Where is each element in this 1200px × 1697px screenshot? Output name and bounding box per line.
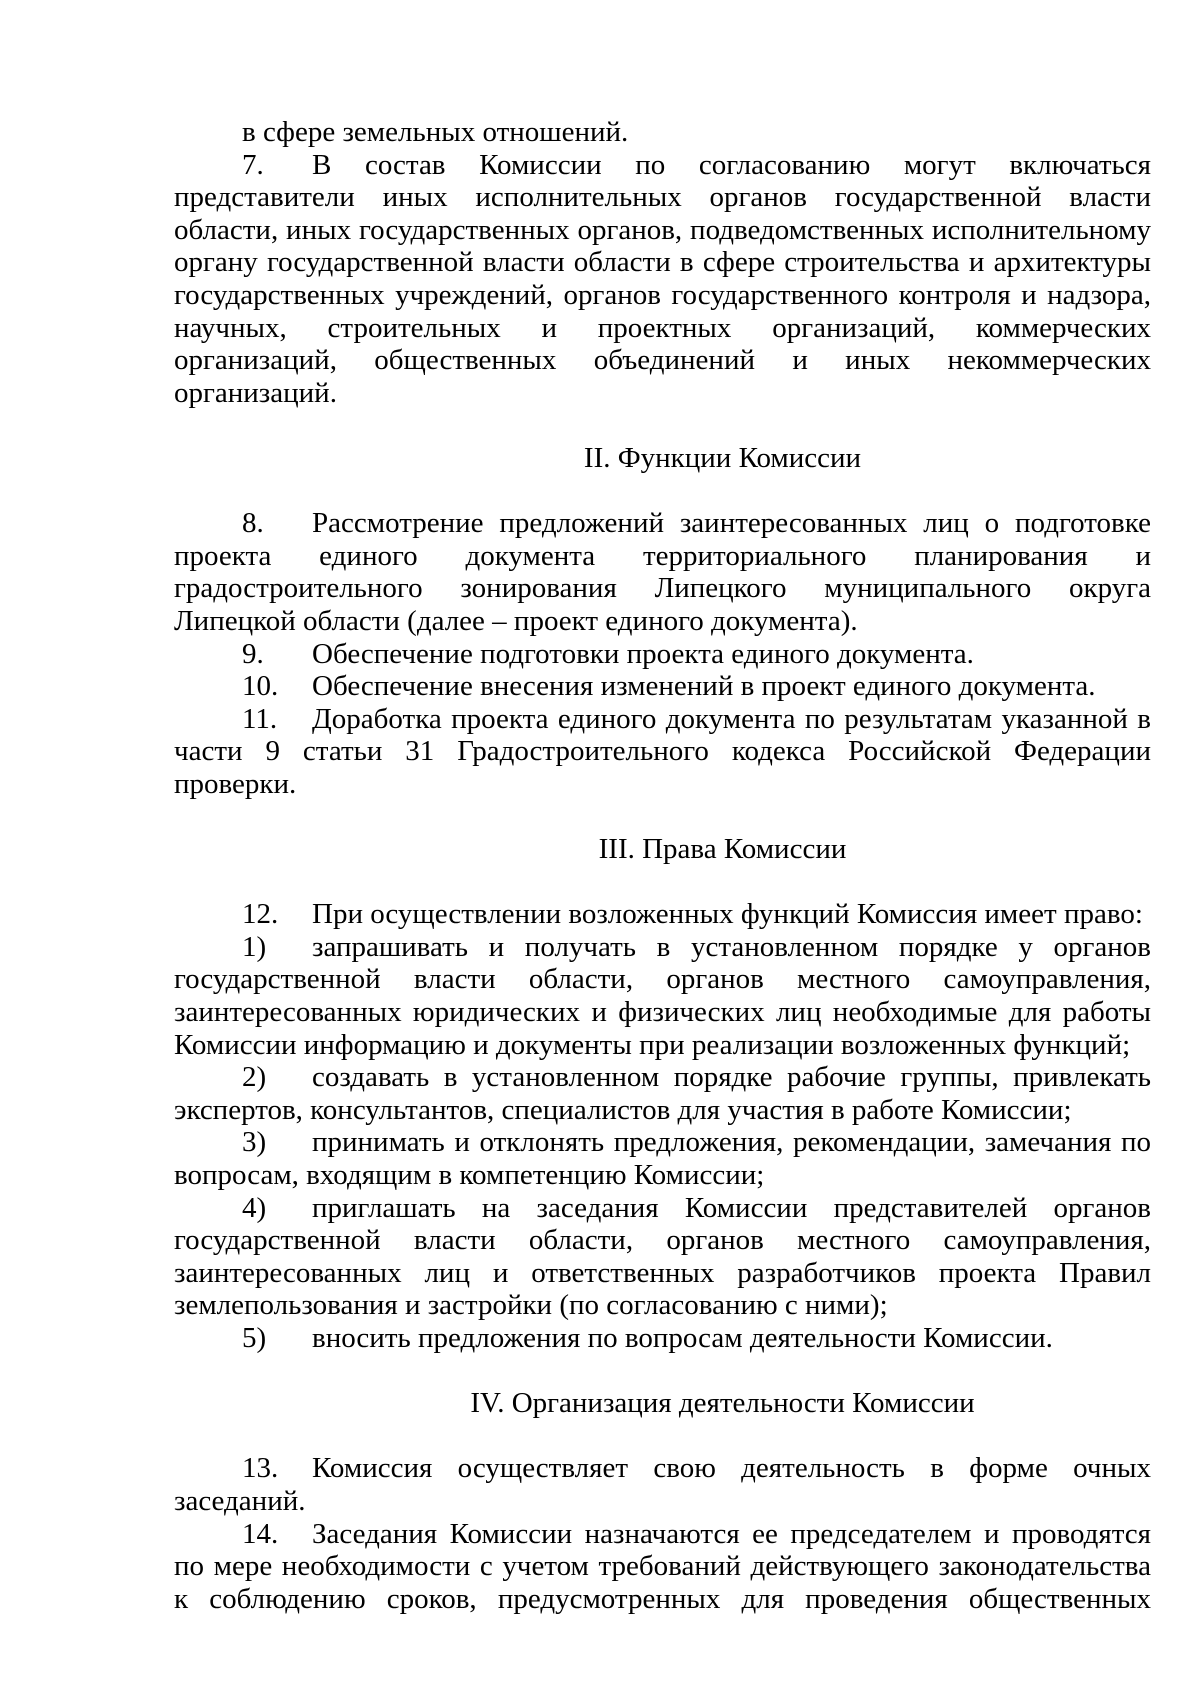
item-text: Доработка проекта единого документа по результатам указанной в части 9 статьи 31 Градостроительного кодекса Российской Федерации проверки. [174, 702, 1151, 800]
subitem-2 [174, 1061, 1151, 1126]
item-8 [174, 507, 1151, 637]
subitem-text: приглашать на заседания Комиссии представителей органов государственной власти области, органов местного самоуправления, заинтересованных лиц и ответственных разработчиков проекта Правил землепользования и застройки (по согласованию с ними); [174, 1191, 1151, 1322]
item-7 [174, 149, 1151, 410]
item-number: 14. [242, 1517, 279, 1550]
subitem-text: вносить предложения по вопросам деятельности Комиссии. [312, 1321, 1053, 1354]
subitem-number: 1) [242, 930, 267, 963]
document-page [174, 116, 1151, 1615]
subitem-text: запрашивать и получать в установленном порядке у органов государственной власти области, органов местного самоуправления, заинтересованных юридических и физических лиц необходимые для работы Комиссии информацию и документы при реализации возложенных функций; [174, 930, 1151, 1061]
subitem-3 [174, 1126, 1151, 1191]
item-text: Заседания Комиссии назначаются ее председателем и проводятся по мере необходимости с учетом требований действующего законодательства к соблюдению сроков, предусмотренных для проведения общественных [174, 1517, 1151, 1615]
item-13 [174, 1452, 1151, 1517]
subitem-text: создавать в установленном порядке рабочие группы, привлекать экспертов, консультантов, специалистов для участия в работе Комиссии; [174, 1061, 1151, 1126]
section-heading-rights: III. Права Комиссии [598, 833, 847, 866]
item-number: 7. [242, 148, 264, 181]
item-text: При осуществлении возложенных функций Комиссия имеет право: [312, 898, 1143, 931]
item-number: 11. [242, 702, 278, 735]
item-12 [174, 898, 1151, 931]
item-text: Обеспечение внесения изменений в проект единого документа. [312, 670, 1096, 703]
item-10 [174, 670, 1151, 703]
item-number: 12. [242, 898, 279, 931]
subitem-number: 3) [242, 1126, 267, 1159]
item-text: Обеспечение подготовки проекта единого документа. [312, 637, 974, 670]
item-14 [174, 1518, 1151, 1616]
subitem-number: 4) [242, 1191, 267, 1224]
subitem-number: 5) [242, 1321, 267, 1354]
item-text: Комиссия осуществляет свою деятельность в форме очных заседаний. [174, 1452, 1151, 1517]
item-number: 13. [242, 1452, 279, 1485]
subitem-4 [174, 1192, 1151, 1322]
subitem-1 [174, 931, 1151, 1061]
item-9 [174, 638, 1151, 671]
item-text: В состав Комиссии по согласованию могут включаться представители иных исполнительных органов государственной власти области, иных государственных органов, подведомственных исполнительному органу государственной власти области в сфере строительства и архитектуры государственных учреждений, органов государственного контроля и надзора, научных, строительных и проектных организаций, коммерческих организаций, общественных объединений и иных некоммерческих организаций. [174, 148, 1151, 409]
item-number: 10. [242, 670, 279, 703]
item-number: 9. [242, 637, 264, 670]
subitem-text: принимать и отклонять предложения, рекомендации, замечания по вопросам, входящим в компетенцию Комиссии; [174, 1126, 1151, 1191]
item-number: 8. [242, 507, 264, 540]
item-11 [174, 703, 1151, 801]
subitem-5 [174, 1322, 1151, 1355]
section-heading-functions: II. Функции Комиссии [583, 441, 862, 474]
item-text: Рассмотрение предложений заинтересованных лиц о подготовке проекта единого документа территориального планирования и градостроительного зонирования Липецкого муниципального округа Липецкой области (далее – проект единого документа). [174, 507, 1151, 637]
section-heading-organization: IV. Организация деятельности Комиссии [470, 1387, 975, 1420]
subitem-number: 2) [242, 1061, 267, 1094]
intro-continuation: в сфере земельных отношений. [242, 116, 629, 148]
